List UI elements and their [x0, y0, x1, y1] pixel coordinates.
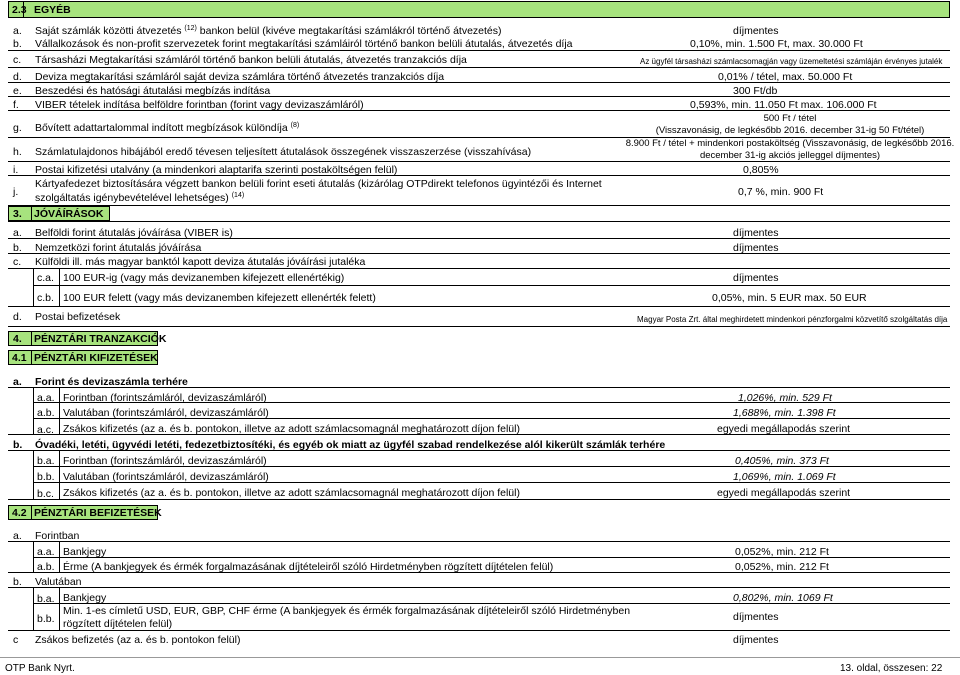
divider — [8, 306, 950, 307]
row-letter: h. — [13, 146, 22, 158]
row-description: Óvadéki, letéti, ügyvédi letéti, fedezetbiztosítéki, és egyéb ok miatt az ügyfél szabad rendelkezése alól kikerült számlák terhére — [35, 439, 666, 451]
row-letter: c. — [13, 256, 22, 268]
row-description: Belföldi forint átutalás jóváírása (VIBER is) — [35, 227, 233, 239]
row-letter: f. — [13, 99, 19, 111]
row-letter: c.b. — [37, 292, 54, 304]
divider — [8, 587, 950, 588]
row-description: Számlatulajdonos hibájából eredő tévesen teljesített átutalások összegének visszaszerzése (visszahívása) — [35, 146, 532, 158]
divider — [8, 205, 950, 206]
row-description: Valutában (forintszámláról, devizaszámláról) — [63, 471, 269, 483]
row-description: 100 EUR-ig (vagy más devizanemben kifejezett ellenértékig) — [63, 272, 345, 284]
divider — [8, 253, 950, 254]
divider — [33, 603, 950, 604]
row-letter: b. — [13, 38, 22, 50]
row-fee: díjmentes — [733, 634, 779, 646]
divider — [31, 505, 32, 520]
row-letter: b. — [13, 576, 22, 588]
row-letter: a.b. — [37, 561, 55, 573]
row-description: Saját számlák közötti átvezetés $^{(12)}$ bankon belül (kivéve megtakarítási számlákról történő átvezetés) — [35, 25, 502, 37]
row-description: Beszedési és hatósági átutalási megbízás indítása — [35, 85, 271, 97]
divider — [8, 541, 950, 542]
row-fee: díjmentes — [733, 227, 779, 239]
row-description: Nemzetközi forint átutalás jóváírása — [35, 242, 202, 254]
row-fee: 0,052%, min. 212 Ft — [735, 546, 829, 558]
divider — [8, 161, 950, 162]
row-fee: 0,05%, min. 5 EUR max. 50 EUR — [712, 292, 867, 304]
section-header-2-3 — [8, 1, 950, 18]
row-description: Valutában — [35, 576, 82, 588]
row-fee: 0,405%, min. 373 Ft — [735, 455, 829, 467]
footer-company: OTP Bank Nyrt. — [5, 663, 75, 674]
divider — [33, 268, 34, 306]
row-description-line1: Min. 1-es címletű USD, EUR, GBP, CHF érme (A bankjegyek és érmék forgalmazásának díjtételeiről szóló Hirdetményben — [63, 605, 631, 617]
divider — [8, 175, 950, 176]
row-description: Zsákos befizetés (az a. és b. pontokon felül) — [35, 634, 241, 646]
divider — [8, 499, 950, 500]
row-fee: 0,052%, min. 212 Ft — [735, 561, 829, 573]
section-number: 3. — [13, 208, 22, 220]
row-fee: 0,10%, min. 1.500 Ft, max. 30.000 Ft — [690, 38, 863, 50]
row-description-line2: rögzített díjtételen felül) — [63, 618, 173, 630]
divider — [31, 350, 32, 365]
row-fee: 0,7 %, min. 900 Ft — [738, 186, 824, 198]
row-fee: 1,069%, min. 1.069 Ft — [733, 471, 836, 483]
row-description: Zsákos kifizetés (az a. és b. pontokon, illetve az adott számlacsomagnál meghatározott díjon felül) — [63, 487, 520, 499]
row-description: Forintban — [35, 530, 80, 542]
divider — [59, 587, 60, 630]
divider — [8, 450, 950, 451]
row-letter: b. — [13, 242, 22, 254]
section-title: PÉNZTÁRI BEFIZETÉSEK — [34, 507, 162, 519]
divider — [33, 557, 950, 558]
row-letter: i. — [13, 164, 19, 176]
divider — [59, 541, 60, 572]
divider — [59, 268, 60, 306]
footer-page-number: 13. oldal, összesen: 22 — [840, 663, 943, 674]
row-fee-line1: 8.900 Ft / tétel + mindenkori postaköltség (Visszavonásig, de legkésőbb 2016. — [625, 138, 955, 149]
row-letter: d. — [13, 311, 22, 323]
row-description: Bankjegy — [63, 546, 107, 558]
row-description: Postai kifizetési utalvány (a mindenkori alaptarifa szerinti postaköltségen felül) — [35, 164, 398, 176]
row-fee: egyedi megállapodás szerint — [717, 423, 851, 435]
divider — [8, 630, 950, 631]
divider — [33, 587, 34, 630]
row-letter: b.b. — [37, 471, 55, 483]
row-description: Postai befizetések — [35, 311, 121, 323]
row-fee-line2: (Visszavonásig, de legkésőbb 2016. december 31-ig 50 Ft/tétel) — [655, 125, 925, 136]
section-number: 4.2 — [12, 507, 27, 519]
section-number: 4. — [13, 333, 22, 345]
row-letter: c. — [13, 54, 22, 66]
divider — [33, 285, 950, 286]
section-number: 2.3 — [12, 4, 27, 16]
divider — [8, 434, 950, 435]
row-description: Bankjegy — [63, 592, 107, 604]
row-letter: a. — [13, 530, 22, 542]
section-title: PÉNZTÁRI TRANZAKCIÓK — [34, 333, 167, 345]
row-letter: b.c. — [37, 488, 54, 500]
divider — [33, 466, 950, 467]
divider — [8, 110, 950, 111]
row-fee: 0,802%, min. 1069 Ft — [733, 592, 833, 604]
row-fee-line2: december 31-ig akciós jelleggel díjmentes) — [699, 150, 881, 161]
divider — [31, 331, 32, 346]
divider — [31, 206, 32, 221]
row-fee: Az ügyfél társasházi számlacsomagján vagy üzemeltetési számláján érvényes jutalék — [640, 57, 943, 66]
row-description: Valutában (forintszámláról, devizaszámláról) — [63, 407, 269, 419]
row-letter: e. — [13, 85, 22, 97]
section-header-3 — [8, 206, 110, 221]
section-title: PÉNZTÁRI KIFIZETÉSEK — [34, 352, 158, 364]
row-letter: c — [13, 634, 19, 646]
row-fee: 0,593%, min. 11.050 Ft max. 106.000 Ft — [690, 99, 877, 111]
row-fee: Magyar Posta Zrt. által meghirdetett mindenkori pénzforgalmi közvetítő szolgáltatás díja — [637, 315, 948, 324]
row-fee: 300 Ft/db — [733, 85, 778, 97]
row-letter: j. — [13, 186, 19, 198]
row-letter: a.a. — [37, 546, 55, 558]
divider — [8, 137, 950, 138]
row-fee: egyedi megállapodás szerint — [717, 487, 851, 499]
divider — [8, 268, 950, 269]
divider — [33, 418, 950, 419]
row-letter: d. — [13, 71, 22, 83]
divider — [8, 572, 950, 573]
row-description: Érme (A bankjegyek és érmék forgalmazásának díjtételeiről szóló Hirdetményben rögzített díjtételen felül) — [63, 561, 554, 573]
row-description: Társasházi Megtakarítási számláról történő bankon belüli átutalás, átvezetés tranzakciós díja — [35, 54, 467, 66]
row-letter: b.a. — [37, 593, 55, 605]
divider — [59, 387, 60, 434]
row-letter: a.c. — [37, 424, 54, 436]
row-description-line2: szolgáltatás igénybevételével lehetséges) $^{(14)}$ — [35, 192, 245, 204]
divider — [8, 82, 950, 83]
row-letter: a.a. — [37, 392, 55, 404]
section-title: JÓVÁÍRÁSOK — [34, 208, 104, 220]
row-fee: díjmentes — [733, 242, 779, 254]
divider — [33, 482, 950, 483]
row-description: Vállalkozások és non-profit szervezetek forint megtakarítási számláiról történő bankon belüli átutalás, átvezetés díja — [35, 38, 573, 50]
row-letter: g. — [13, 122, 22, 134]
row-fee: díjmentes — [733, 611, 779, 623]
divider — [59, 450, 60, 499]
row-description: Deviza megtakarítási számláról saját deviza számlára történő átvezetés tranzakciós díja — [35, 71, 445, 83]
row-description: 100 EUR felett (vagy más devizanemben kifejezett ellenérték felett) — [63, 292, 376, 304]
row-description: Bővített adattartalommal indított megbízások különdíja $^{(8)}$ — [35, 122, 300, 134]
divider — [33, 541, 34, 572]
row-fee: 0,01% / tétel, max. 50.000 Ft — [718, 71, 853, 83]
divider — [8, 67, 950, 68]
row-letter: a. — [13, 25, 22, 37]
row-fee: 1,688%, min. 1.398 Ft — [733, 407, 836, 419]
divider — [8, 326, 950, 327]
row-description: Forintban (forintszámláról, devizaszámláról) — [63, 392, 267, 404]
row-description: Forintban (forintszámláról, devizaszámláról) — [63, 455, 267, 467]
row-letter: a. — [13, 227, 22, 239]
section-number: 4.1 — [12, 352, 27, 364]
divider — [8, 96, 950, 97]
row-fee: 0,805% — [743, 164, 779, 176]
row-fee: díjmentes — [733, 25, 779, 37]
divider — [33, 402, 950, 403]
row-letter: b.b. — [37, 613, 55, 625]
row-letter: a.b. — [37, 407, 55, 419]
row-letter: b. — [13, 439, 23, 451]
divider — [23, 1, 24, 18]
row-letter: c.a. — [37, 272, 54, 284]
row-description: Zsákos kifizetés (az a. és b. pontokon, illetve az adott számlacsomagnál meghatározott díjon felül) — [63, 423, 520, 435]
divider — [8, 387, 950, 388]
row-fee: díjmentes — [733, 272, 779, 284]
row-fee-line1: 500 Ft / tétel — [763, 113, 817, 124]
row-letter: b.a. — [37, 455, 55, 467]
footer-divider — [0, 657, 960, 658]
divider — [33, 450, 34, 499]
row-description: Külföldi ill. más magyar banktól kapott deviza átutalás jóváírási jutaléka — [35, 256, 366, 268]
row-description-line1: Kártyafedezet biztosítására végzett bankon belüli forint eseti átutalás (kizárólag OTPdirekt telefonos ügyintézői és Internet — [35, 178, 602, 190]
section-title: EGYÉB — [34, 4, 71, 16]
divider — [8, 238, 950, 239]
row-fee: 1,026%, min. 529 Ft — [738, 392, 832, 404]
divider — [33, 387, 34, 434]
divider — [8, 221, 950, 222]
row-description: Forint és devizaszámla terhére — [35, 376, 188, 388]
divider — [8, 50, 950, 51]
row-letter: a. — [13, 376, 22, 388]
row-description: VIBER tételek indítása belföldre forintban (forint vagy devizaszámláról) — [35, 99, 364, 111]
